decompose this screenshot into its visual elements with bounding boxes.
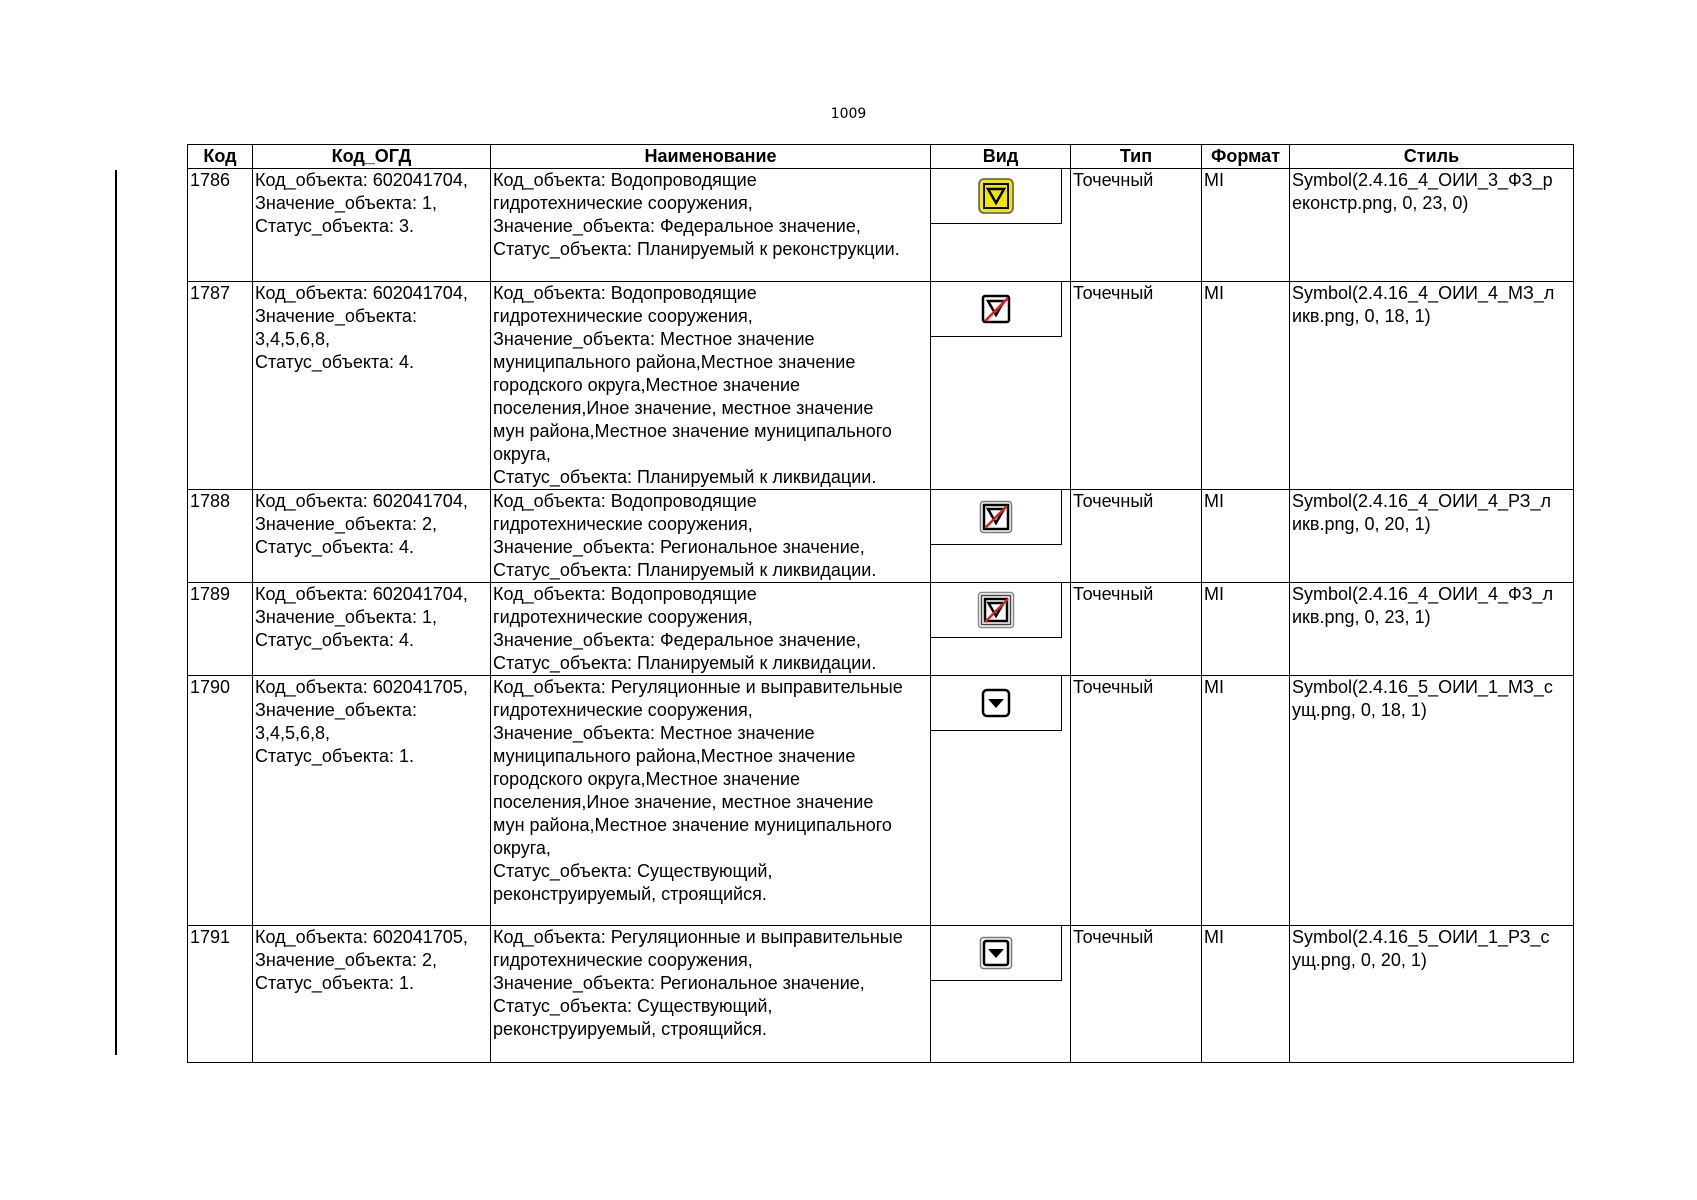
- cell-name: Код_объекта: Водопроводящие гидротехнические сооружения, Значение_объекта: Местное значение муниципального района,Местное значение городского округа,Местное значение поселения,Иное значение, местное значение мун района,Местное значение муниципального округа, Статус_объекта: Планируемый к ликвидации.: [491, 282, 931, 490]
- cell-name: Код_объекта: Водопроводящие гидротехнические сооружения, Значение_объекта: Федеральное значение, Статус_объекта: Планируемый к реконструкции.: [491, 169, 931, 282]
- table-row: [188, 676, 1574, 926]
- cell-style: Symbol(2.4.16_4_ОИИ_4_ФЗ_л икв.png, 0, 23, 1): [1290, 583, 1574, 676]
- margin-bar: [115, 170, 117, 1055]
- header-ogd-code: Код_ОГД: [253, 145, 491, 169]
- cell-format: MI: [1202, 282, 1290, 490]
- cell-type: Точечный: [1071, 676, 1202, 926]
- crossed-down-arrow-triple-frame-icon: [977, 591, 1015, 629]
- cell-style: Symbol(2.4.16_4_ОИИ_4_МЗ_л икв.png, 0, 18, 1): [1290, 282, 1574, 490]
- cell-name: Код_объекта: Регуляционные и выправительные гидротехнические сооружения, Значение_объекта: Местное значение муниципального района,Местное значение городского округа,Местное значение поселения,Иное значение, местное значение мун района,Местное значение муниципального округа, Статус_объекта: Существующий, реконструируемый, строящийся.: [491, 676, 931, 926]
- cell-style: Symbol(2.4.16_4_ОИИ_3_ФЗ_р еконстр.png, 0, 23, 0): [1290, 169, 1574, 282]
- cell-ogd-code: Код_объекта: 602041704, Значение_объекта: 1, Статус_объекта: 3.: [253, 169, 491, 282]
- cell-style: Symbol(2.4.16_4_ОИИ_4_РЗ_л икв.png, 0, 20, 1): [1290, 490, 1574, 583]
- cell-code: 1787: [188, 282, 253, 490]
- header-view: Вид: [931, 145, 1071, 169]
- cell-ogd-code: Код_объекта: 602041704, Значение_объекта: 1, Статус_объекта: 4.: [253, 583, 491, 676]
- cell-format: MI: [1202, 926, 1290, 1063]
- cell-type: Точечный: [1071, 926, 1202, 1063]
- table-row: [188, 926, 1574, 1063]
- table-row: [188, 282, 1574, 490]
- table-header-row: [188, 145, 1574, 169]
- cell-ogd-code: Код_объекта: 602041705, Значение_объекта: 3,4,5,6,8, Статус_объекта: 1.: [253, 676, 491, 926]
- cell-code: 1790: [188, 676, 253, 926]
- cell-type: Точечный: [1071, 490, 1202, 583]
- down-triangle-double-frame-icon: [979, 936, 1013, 970]
- cell-type: Точечный: [1071, 583, 1202, 676]
- cell-style: Symbol(2.4.16_5_ОИИ_1_РЗ_с ущ.png, 0, 20, 1): [1290, 926, 1574, 1063]
- symbols-table: [187, 144, 1574, 1063]
- table-row: [188, 169, 1574, 282]
- page-number: 1009: [830, 106, 867, 122]
- header-style: Стиль: [1290, 145, 1574, 169]
- cell-code: 1791: [188, 926, 253, 1063]
- cell-name: Код_объекта: Водопроводящие гидротехнические сооружения, Значение_объекта: Федеральное значение, Статус_объекта: Планируемый к ликвидации.: [491, 583, 931, 676]
- cell-view: [931, 583, 1071, 676]
- cell-view: [931, 676, 1071, 926]
- table-row: [188, 583, 1574, 676]
- cell-name: Код_объекта: Регуляционные и выправительные гидротехнические сооружения, Значение_объекта: Региональное значение, Статус_объекта: Существующий, реконструируемый, строящийся.: [491, 926, 931, 1063]
- cell-ogd-code: Код_объекта: 602041705, Значение_объекта: 2, Статус_объекта: 1.: [253, 926, 491, 1063]
- cell-code: 1788: [188, 490, 253, 583]
- cell-ogd-code: Код_объекта: 602041704, Значение_объекта: 3,4,5,6,8, Статус_объекта: 4.: [253, 282, 491, 490]
- crossed-down-arrow-double-frame-icon: [979, 500, 1013, 534]
- cell-type: Точечный: [1071, 282, 1202, 490]
- down-triangle-symbol-icon: [981, 688, 1011, 718]
- header-code: Код: [188, 145, 253, 169]
- cell-name: Код_объекта: Водопроводящие гидротехнические сооружения, Значение_объекта: Региональное значение, Статус_объекта: Планируемый к ликвидации.: [491, 490, 931, 583]
- cell-view: [931, 926, 1071, 1063]
- cell-ogd-code: Код_объекта: 602041704, Значение_объекта: 2, Статус_объекта: 4.: [253, 490, 491, 583]
- header-format: Формат: [1202, 145, 1290, 169]
- header-name: Наименование: [491, 145, 931, 169]
- cell-code: 1789: [188, 583, 253, 676]
- header-type: Тип: [1071, 145, 1202, 169]
- cell-code: 1786: [188, 169, 253, 282]
- cell-view: [931, 169, 1071, 282]
- crossed-down-arrow-symbol-icon: [981, 294, 1011, 324]
- cell-format: MI: [1202, 169, 1290, 282]
- cell-type: Точечный: [1071, 169, 1202, 282]
- cell-format: MI: [1202, 490, 1290, 583]
- cell-view: [931, 490, 1071, 583]
- yellow-down-arrow-symbol-icon: [978, 178, 1014, 214]
- cell-style: Symbol(2.4.16_5_ОИИ_1_МЗ_с ущ.png, 0, 18, 1): [1290, 676, 1574, 926]
- cell-view: [931, 282, 1071, 490]
- cell-format: MI: [1202, 676, 1290, 926]
- cell-format: MI: [1202, 583, 1290, 676]
- table-row: [188, 490, 1574, 583]
